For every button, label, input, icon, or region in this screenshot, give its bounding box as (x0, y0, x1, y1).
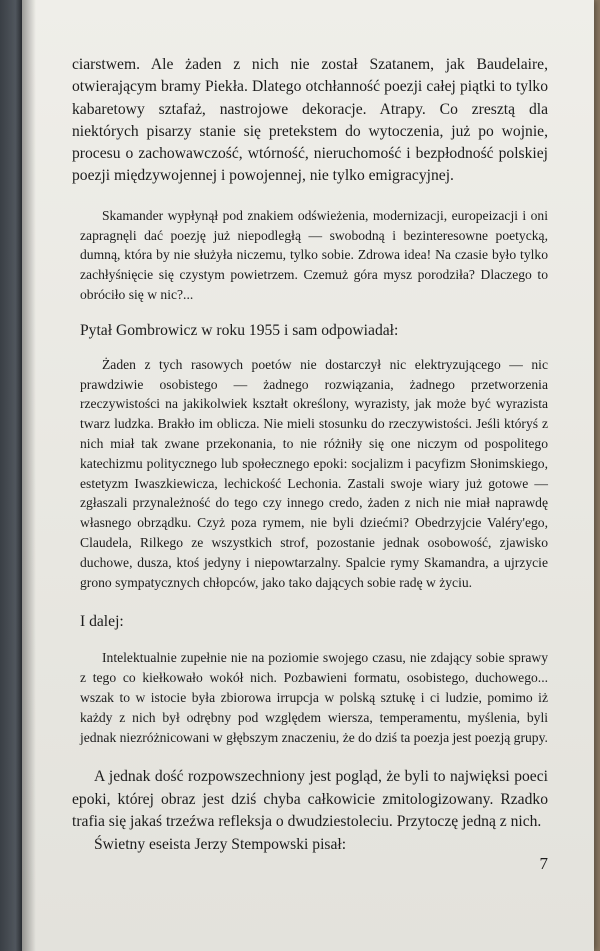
paragraph-2: Pytał Gombrowicz w roku 1955 i sam odpowiadał: (80, 321, 399, 339)
paragraph-4: A jednak dość rozpowszechniony jest pogląd, że byli to najwięksi poeci epoki, której obraz jest dziś chyba całkowicie zmitologizowany. Rzadko trafia się jakaś trzeźwa refleksja o dwudziestoleciu. Przytoczę jedną z nich. (72, 768, 548, 830)
book-page (22, 0, 594, 951)
quote-paragraph-1: Skamander wypłynął pod znakiem odświeżenia, modernizacji, europeizacji i oni zapragnęli dać poezję już niepodległą — swobodną i bezinteresowne poetycką, dumną, która by nie służyła niczemu, tylko sobie. Zdrowa idea! Na czasie było tylko zachłyśnięcie się czystym powietrzem. Czemuż góra mysz porodziła? Dlaczego to obróciło się w nic?... (80, 207, 548, 302)
book-cover-edge (0, 0, 22, 951)
quote-paragraph-2: Żaden z tych rasowych poetów nie dostarczył nic elektryzującego — nic prawdziwie osobistego — żadnego rozwiązania, żadnego przetworzenia rzeczywistości na jakikolwiek kształt określony, wyrazisty, jak może być wyrazista twarz ludzka. Brakło im oblicza. Nie mieli stosunku do rzeczywistości. Jeśli któryś z nich miał tak zwane przekonania, to nie różniły się one niczym od pospolitego katechizmu politycznego lub społecznego epoki: socjalizm i pacyfizm Słonimskiego, estetyzm Iwaszkiewicza, lechickość Lechonia. Zastali swoje wiary już gotowe — zgłaszali przynależność do tego czy innego credo, żaden z nich nie miał naprawdę własnego obrządku. Czyż poza rymem, nie byli dziećmi? Obedrzyjcie Valéry'ego, Claudela, Rilkego ze wszystkich strof, pozostanie jednak osobowość, zjawisko duchowe, dusza, ktoś jedyny i niepowtarzalny. Spalcie rymy Skamandra, a ujrzycie grono sympatycznych chłopców, jako tako dających sobie radę w życiu. (80, 356, 548, 590)
paragraph-5: Świetny eseista Jerzy Stempowski pisał: (94, 836, 347, 854)
page-number: 7 (539, 854, 548, 873)
paragraph-1: ciarstwem. Ale żaden z nich nie został Szatanem, jak Baudelaire, otwierającym bramy Piekła. Dlatego otchłanność poezji całej piątki to tylko kabaretowy sztafaż, nastrojowe dekoracje. Atrapy. Co zresztą dla niektórych pisarzy stanie się pretekstem do wytoczenia, już po wojnie, procesu o zachowawczość, wtórność, nieruchomość i bezpłodność polskiej poezji międzywojennej i powojennej, nie tylko emigracyjnej. (72, 56, 548, 185)
paragraph-3: I dalej: (80, 613, 124, 631)
gutter-shadow (22, 0, 36, 951)
page-text (72, 40, 548, 857)
quote-paragraph-3: Intelektualnie zupełnie nie na poziomie swojego czasu, nie zdający sobie sprawy z tego co kiełkowało wokół nich. Pozbawieni formatu, osobistego, duchowego... wszak to w istocie była zbiorowa irrupcja w polską sztukę i ci ludzie, pomimo iż każdy z nich był odrębny pod względem wiersza, temperamentu, myślenia, byli jednak niezróżnicowani w głębszym znaczeniu, że do dziś ta poezja jest poezją grupy. (80, 650, 548, 745)
